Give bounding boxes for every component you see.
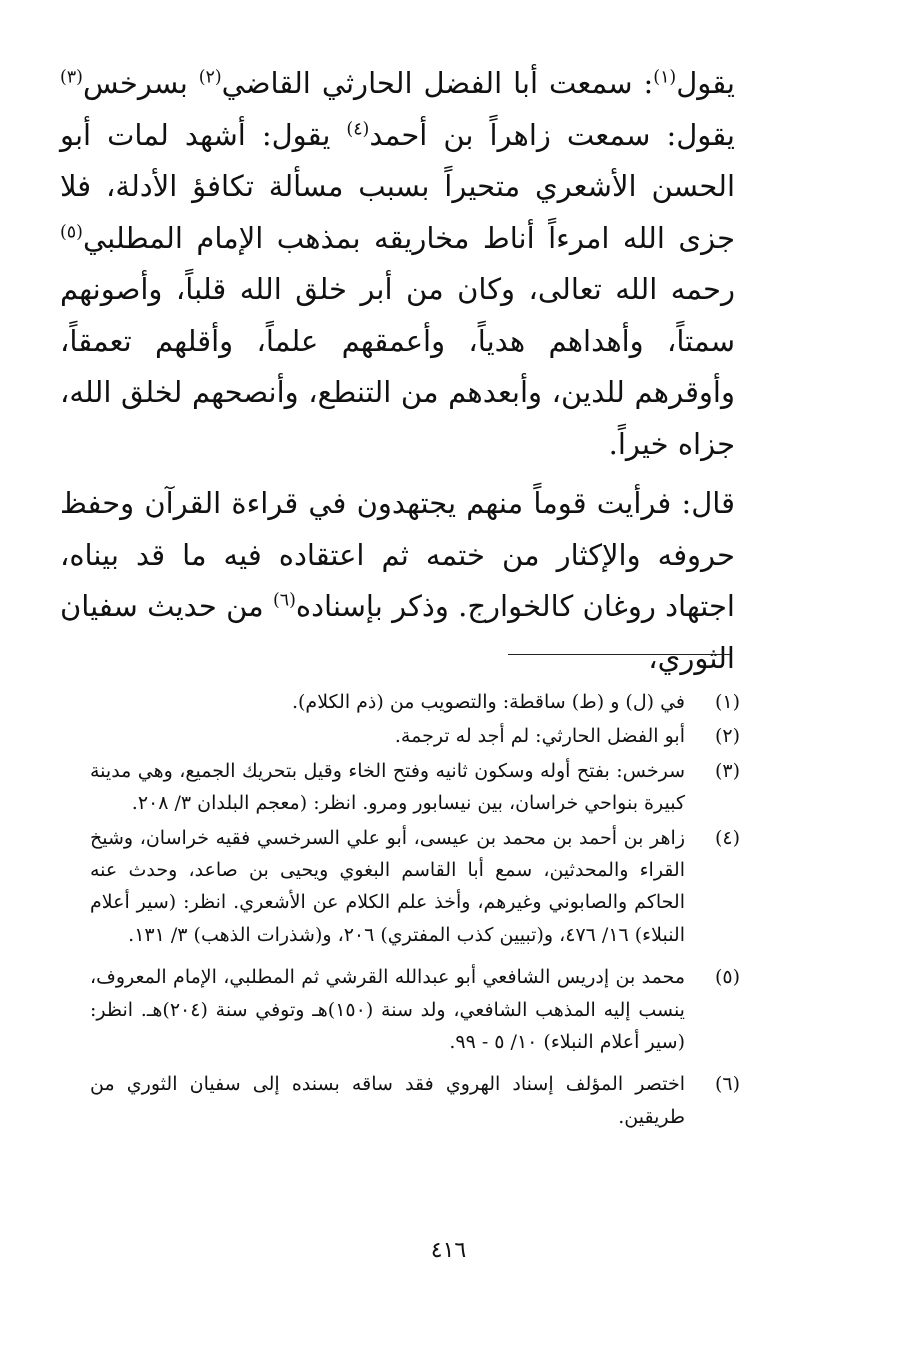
text-run: رحمه الله تعالى، وكان من أبر خلق الله قلباً، وأصونهم سمتاً، وأهداهم هدياً، وأعمقهم علماً، وأقلهم تعمقاً، وأوقرهم للدين، وأبعدهم من التنطع، وأنصحهم لخلق الله، جزاه خيراً.	[60, 272, 735, 461]
main-text	[60, 58, 735, 684]
footnote-number: (٢)	[714, 725, 740, 748]
footnote-text: زاهر بن أحمد بن محمد بن عيسى، أبو علي السرخسي فقيه خراسان، وشيخ القراء والمحدثين، سمع أبا القاسم البغوي ويحيى بن صاعد، وحدث عنه الحاكم والصابوني وغيرهم، وأخذ علم الكلام عن الأشعري. انظر: (سير أعلام النبلاء) ١٦/ ٤٧٦، و(تبيين كذب المفتري) ٢٠٦، و(شذرات الذهب) ٣/ ١٣١.	[90, 826, 685, 946]
text-run: قال: فرأيت قوماً منهم يجتهدون في قراءة القرآن وحفظ حروفه والإكثار من ختمه ثم اعتقاده فيه ما قد بيناه، اجتهاد روغان كالخوارج. وذكر بإسناده	[60, 486, 735, 623]
text-run: يقول: سمعت زاهراً بن أحمد	[369, 117, 736, 152]
footnote-text: أبو الفضل الحارثي: لم أجد له ترجمة.	[394, 725, 685, 748]
footnote-text: اختصر المؤلف إسناد الهروي فقد ساقه بسنده إلى سفيان الثوري من طريقين.	[90, 1073, 685, 1128]
footnote-text: سرخس: بفتح أوله وسكون ثانيه وفتح الخاء وقيل بتحريك الجميع، وهي مدينة كبيرة بنواحي خراسان، بين نيسابور ومرو. انظر: (معجم البلدان ٣/ ٢٠٨.	[90, 759, 685, 815]
footnote-6	[90, 1068, 740, 1133]
footnote-3	[90, 755, 740, 820]
footnote-ref-4[interactable]: (٤)	[346, 118, 370, 139]
text-run: بسرخس	[82, 66, 199, 100]
paragraph-1	[60, 58, 735, 470]
text-run: من حديث سفيان الثوري،	[60, 589, 735, 675]
footnote-ref-3[interactable]: (٣)	[60, 67, 83, 88]
footnote-1	[90, 686, 740, 718]
text-run: يقول	[676, 66, 735, 100]
footnote-number: (٦)	[714, 1073, 740, 1096]
text-run: يقول: أشهد لمات أبو الحسن الأشعري متحيراً بسبب مسألة تكافؤ الأدلة، فلا جزى الله امرءاً أناط مخاريقه بمذهب الإمام المطلبي	[60, 117, 735, 255]
page-number: ٤١٦	[430, 1238, 467, 1263]
footnote-text: محمد بن إدريس الشافعي أبو عبدالله القرشي ثم المطلبي، الإمام المعروف، ينسب إليه المذهب الشافعي، ولد سنة (١٥٠)هـ وتوفي سنة (٢٠٤)هـ. انظر: (سير أعلام النبلاء) ١٠/ ٥ - ٩٩.	[90, 966, 685, 1054]
footnote-ref-2[interactable]: (٢)	[198, 67, 222, 88]
footnote-ref-6[interactable]: (٦)	[272, 590, 296, 611]
text-run: : سمعت أبا الفضل الحارثي القاضي	[221, 66, 654, 100]
footnote-ref-5[interactable]: (٥)	[60, 221, 83, 242]
footnotes	[90, 686, 740, 1135]
footnote-separator	[508, 654, 730, 655]
footnote-number: (١)	[714, 691, 740, 713]
footnote-number: (٣)	[714, 759, 740, 782]
footnote-4	[90, 822, 740, 952]
footnote-5	[90, 961, 740, 1058]
footnote-2	[90, 720, 740, 752]
footnote-text: في (ل) و (ط) ساقطة: والتصويب من (ذم الكلام).	[291, 691, 685, 713]
footnote-number: (٤)	[714, 826, 740, 849]
footnote-ref-1[interactable]: (١)	[653, 67, 677, 88]
footnote-number: (٥)	[714, 966, 740, 989]
